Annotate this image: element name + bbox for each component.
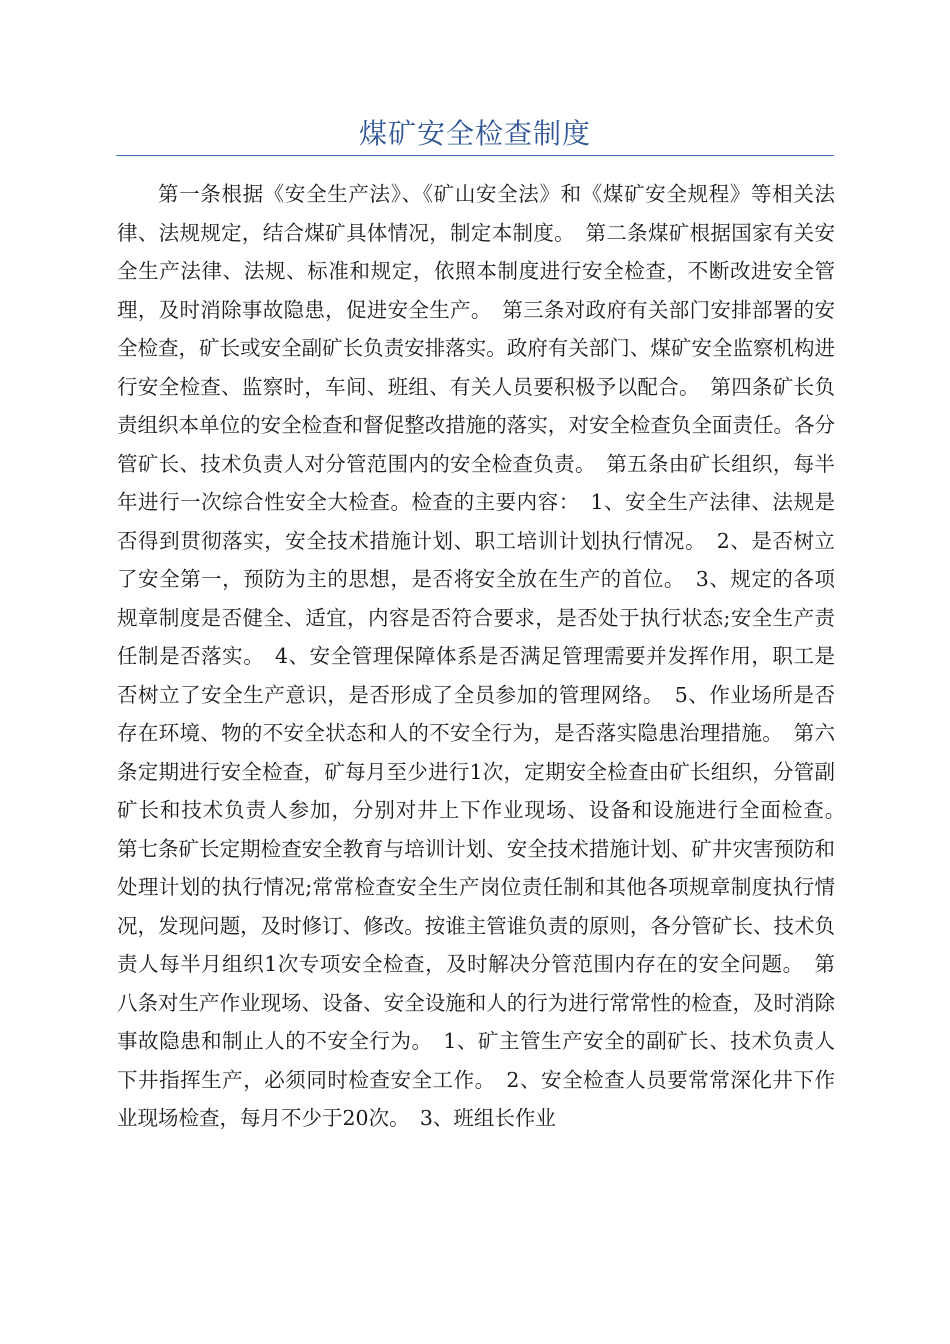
title-underline: [116, 155, 834, 156]
document-title: 煤矿安全检查制度: [358, 117, 591, 150]
document-body: 第一条根据《安全生产法》、《矿山安全法》和《煤矿安全规程》等相关法律、法规规定，结合煤矿具体情况，制定本制度。 第二条煤矿根据国家有关安全生产法律、法规、标准和规定，依照本制度进行安全检查，不断改进安全管理，及时消除事故隐患，促进安全生产。 第三条对政府有关部门安排部署的安全检查，矿长或安全副矿长负责安排落实。政府有关部门、煤矿安全监察机构进行安全检查、监察时，车间、班组、有关人员要积极予以配合。 第四条矿长负责组织本单位的安全检查和督促整改措施的落实，对安全检查负全面责任。各分管矿长、技术负责人对分管范围内的安全检查负责。 第五条由矿长组织，每半年进行一次综合性安全大检查。检查的主要内容： 1、安全生产法律、法规是否得到贯彻落实，安全技术措施计划、职工培训计划执行情况。 2、是否树立了安全第一，预防为主的思想，是否将安全放在生产的首位。 3、规定的各项规章制度是否健全、适宜，内容是否符合要求，是否处于执行状态;安全生产责任制是否落实。 4、安全管理保障体系是否满足管理需要并发挥作用，职工是否树立了安全生产意识，是否形成了全员参加的管理网络。 5、作业场所是否存在环境、物的不安全状态和人的不安全行为，是否落实隐患治理措施。 第六条定期进行安全检查，矿每月至少进行1次，定期安全检查由矿长组织，分管副矿长和技术负责人参加，分别对井上下作业现场、设备和设施进行全面检查。 第七条矿长定期检查安全教育与培训计划、安全技术措施计划、矿井灾害预防和处理计划的执行情况;常常检查安全生产岗位责任制和其他各项规章制度执行情况，发现问题，及时修订、修改。按谁主管谁负责的原则，各分管矿长、技术负责人每半月组织1次专项安全检查，及时解决分管范围内存在的安全问题。 第八条对生产作业现场、设备、安全设施和人的行为进行常常性的检查，及时消除事故隐患和制止人的不安全行为。 1、矿主管生产安全的副矿长、技术负责人下井指挥生产，必须同时检查安全工作。 2、安全检查人员要常常深化井下作业现场检查，每月不少于20次。 3、班组长作业: [117, 182, 856, 1130]
